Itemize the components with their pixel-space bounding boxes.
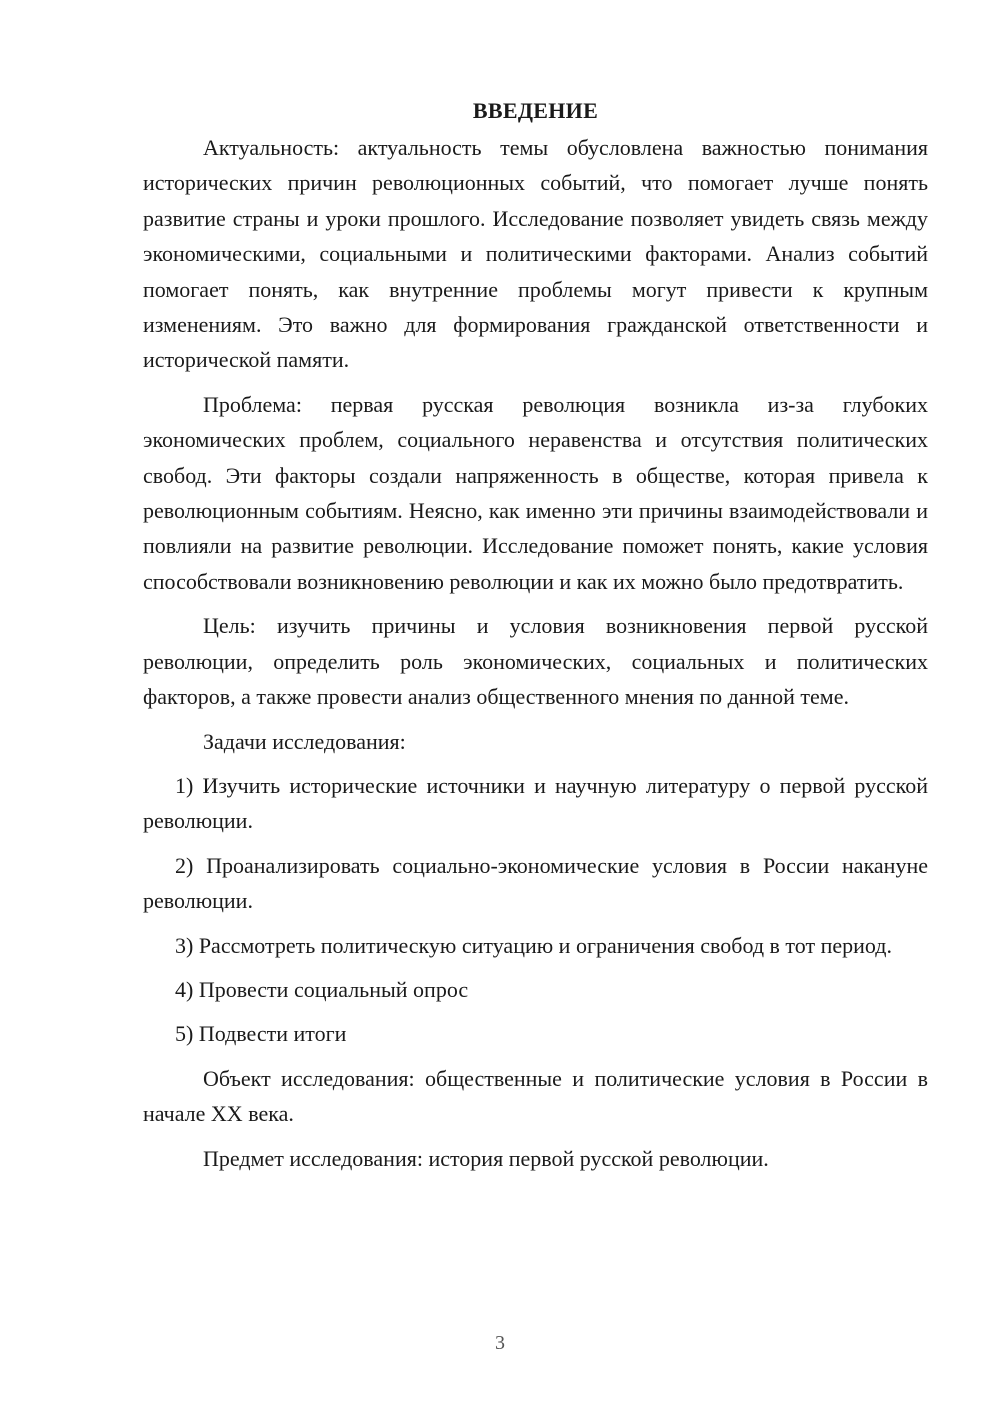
task-item-1: 1) Изучить исторические источники и научную литературу о первой русской революции. (143, 772, 928, 834)
paragraph-problem: Проблема: первая русская революция возникла из-за глубоких экономических проблем, социального неравенства и отсутствия политических свобод. Эти факторы создали напряженность в обществе, которая привела к революционным событиям. Неясно, как именно эти причины взаимодействовали и повлияли на развитие революции. Исследование поможет понять, какие условия способствовали возникновению революции и как их можно было предотвратить. (143, 391, 928, 594)
paragraph-relevance: Актуальность: актуальность темы обусловлена важностью понимания исторических причин революционных событий, что помогает лучше понять развитие страны и уроки прошлого. Исследование позволяет увидеть связь между экономическими, социальными и политическими факторами. Анализ событий помогает понять, как внутренние проблемы могут привести к крупным изменениям. Это важно для формирования гражданской ответственности и исторической памяти. (143, 135, 928, 373)
task-item-3: 3) Рассмотреть политическую ситуацию и ограничения свобод в тот период. (175, 932, 892, 958)
task-item-5: 5) Подвести итоги (175, 1021, 347, 1047)
document-page (143, 96, 928, 1185)
task-item-2: 2) Проанализировать социально-экономические условия в России накануне революции. (143, 852, 928, 914)
paragraph-object: Объект исследования: общественные и политические условия в России в начале XX века. (143, 1065, 928, 1127)
tasks-heading: Задачи исследования: (203, 728, 406, 754)
section-title: ВВЕДЕНИЕ (472, 98, 599, 123)
paragraph-subject: Предмет исследования: история первой русской революции. (203, 1145, 769, 1171)
task-item-4: 4) Провести социальный опрос (175, 976, 469, 1002)
paragraph-goal: Цель: изучить причины и условия возникновения первой русской революции, определить роль экономических, социальных и политических факторов, а также провести анализ общественного мнения по данной теме. (143, 613, 928, 710)
page-number: 3 (495, 1332, 505, 1354)
